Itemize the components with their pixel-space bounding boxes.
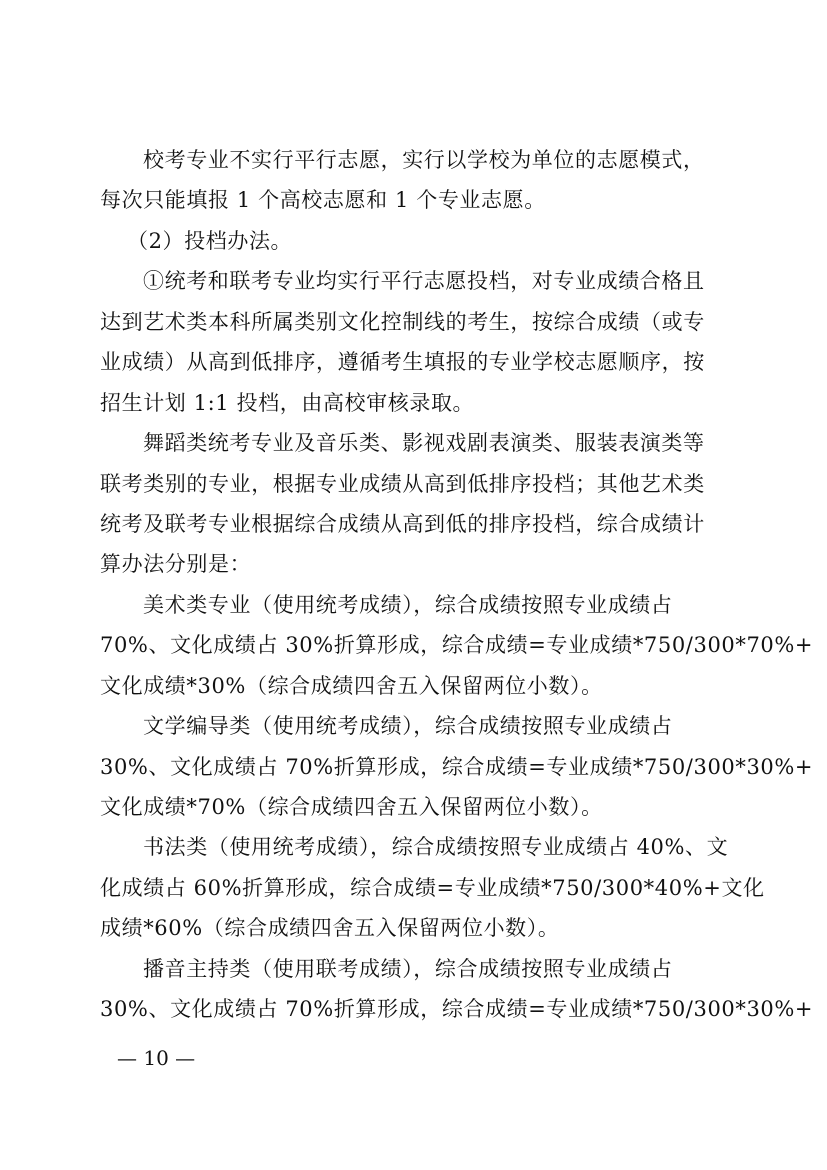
text-line: 文化成绩*70%（综合成绩四舍五入保留两位小数）。	[100, 795, 603, 819]
text-line: 美术类专业（使用统考成绩），综合成绩按照专业成绩占	[143, 593, 673, 617]
text-line: ①统考和联考专业均实行平行志愿投档，对专业成绩合格且	[143, 269, 705, 293]
text-line: 统考及联考专业根据综合成绩从高到低的排序投档，综合成绩计	[100, 512, 705, 536]
section-heading: （2）投档办法。	[127, 229, 293, 253]
text-line: 播音主持类（使用联考成绩），综合成绩按照专业成绩占	[143, 957, 673, 981]
text-line: 招生计划 1:1 投档，由高校审核录取。	[100, 391, 475, 415]
text-line: 70%、文化成绩占 30%折算形成，综合成绩=专业成绩*750/300*70%+	[100, 633, 814, 657]
text-line: 书法类（使用统考成绩），综合成绩按照专业成绩占 40%、文	[143, 835, 729, 859]
text-line: 每次只能填报 1 个高校志愿和 1 个专业志愿。	[100, 188, 546, 212]
text-line: 文化成绩*30%（综合成绩四舍五入保留两位小数）。	[100, 674, 603, 698]
text-line: 成绩*60%（综合成绩四舍五入保留两位小数）。	[100, 916, 560, 940]
text-line: 舞蹈类统考专业及音乐类、影视戏剧表演类、服装表演类等	[143, 431, 705, 455]
text-line: 化成绩占 60%折算形成，综合成绩=专业成绩*750/300*40%+文化	[100, 876, 765, 900]
text-line: 算办法分别是：	[100, 552, 252, 576]
text-line: 联考类别的专业，根据专业成绩从高到低排序投档；其他艺术类	[100, 472, 705, 496]
text-line: 校考专业不实行平行志愿，实行以学校为单位的志愿模式，	[143, 148, 705, 172]
text-line: 30%、文化成绩占 70%折算形成，综合成绩=专业成绩*750/300*30%+	[100, 997, 814, 1021]
page-number: — 10 —	[117, 1046, 196, 1070]
text-line: 达到艺术类本科所属类别文化控制线的考生，按综合成绩（或专	[100, 310, 705, 334]
text-line: 文学编导类（使用统考成绩），综合成绩按照专业成绩占	[143, 714, 673, 738]
text-line: 业成绩）从高到低排序，遵循考生填报的专业学校志愿顺序，按	[100, 350, 705, 374]
text-line: 30%、文化成绩占 70%折算形成，综合成绩=专业成绩*750/300*30%+	[100, 755, 814, 779]
